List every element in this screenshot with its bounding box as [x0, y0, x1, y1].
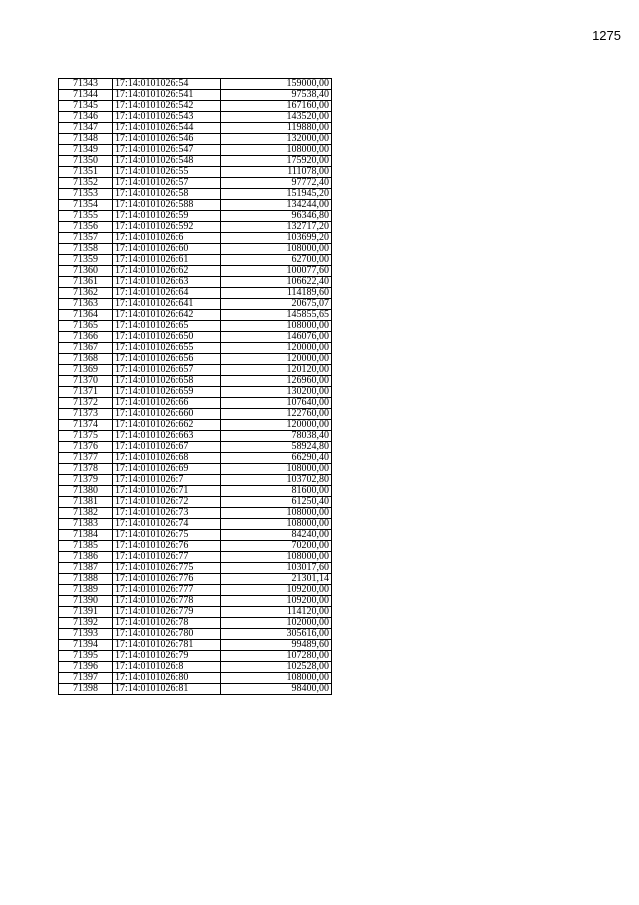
- table-row: [59, 552, 332, 563]
- cadastral-number-cell: 17:14:0101026:546: [113, 134, 221, 145]
- cadastral-number-cell: 17:14:0101026:61: [113, 255, 221, 266]
- cadastral-value-cell: 103017,60: [221, 563, 332, 574]
- cadastral-number-cell: 17:14:0101026:59: [113, 211, 221, 222]
- row-number-cell: 71364: [59, 310, 113, 321]
- table-row: [59, 376, 332, 387]
- cadastral-number-cell: 17:14:0101026:62: [113, 266, 221, 277]
- cadastral-number-cell: 17:14:0101026:650: [113, 332, 221, 343]
- cadastral-value-cell: 107280,00: [221, 651, 332, 662]
- table-row: [59, 409, 332, 420]
- cadastral-number-cell: 17:14:0101026:65: [113, 321, 221, 332]
- row-number-cell: 71361: [59, 277, 113, 288]
- cadastral-number-cell: 17:14:0101026:777: [113, 585, 221, 596]
- cadastral-number-cell: 17:14:0101026:547: [113, 145, 221, 156]
- row-number-cell: 71378: [59, 464, 113, 475]
- cadastral-number-cell: 17:14:0101026:542: [113, 101, 221, 112]
- cadastral-number-cell: 17:14:0101026:64: [113, 288, 221, 299]
- row-number-cell: 71386: [59, 552, 113, 563]
- cadastral-value-cell: 102000,00: [221, 618, 332, 629]
- row-number-cell: 71370: [59, 376, 113, 387]
- cadastral-value-cell: 132717,20: [221, 222, 332, 233]
- cadastral-value-cell: 114189,60: [221, 288, 332, 299]
- table-row: [59, 662, 332, 673]
- cadastral-value-cell: 167160,00: [221, 101, 332, 112]
- cadastral-value-cell: 66290,40: [221, 453, 332, 464]
- row-number-cell: 71375: [59, 431, 113, 442]
- cadastral-value-cell: 108000,00: [221, 552, 332, 563]
- row-number-cell: 71357: [59, 233, 113, 244]
- cadastral-number-cell: 17:14:0101026:54: [113, 79, 221, 90]
- table-row: [59, 354, 332, 365]
- cadastral-number-cell: 17:14:0101026:781: [113, 640, 221, 651]
- cadastral-number-cell: 17:14:0101026:79: [113, 651, 221, 662]
- cadastral-value-cell: 84240,00: [221, 530, 332, 541]
- table-row: [59, 398, 332, 409]
- cadastral-value-cell: 98400,00: [221, 684, 332, 695]
- row-number-cell: 71346: [59, 112, 113, 123]
- cadastral-number-cell: 17:14:0101026:73: [113, 508, 221, 519]
- row-number-cell: 71398: [59, 684, 113, 695]
- cadastral-number-cell: 17:14:0101026:775: [113, 563, 221, 574]
- table-row: [59, 189, 332, 200]
- cadastral-value-cell: 119880,00: [221, 123, 332, 134]
- table-row: [59, 673, 332, 684]
- table-row: [59, 365, 332, 376]
- cadastral-number-cell: 17:14:0101026:662: [113, 420, 221, 431]
- cadastral-number-cell: 17:14:0101026:78: [113, 618, 221, 629]
- row-number-cell: 71369: [59, 365, 113, 376]
- table-row: [59, 178, 332, 189]
- table-row: [59, 574, 332, 585]
- row-number-cell: 71381: [59, 497, 113, 508]
- row-number-cell: 71390: [59, 596, 113, 607]
- table-row: [59, 453, 332, 464]
- cadastral-value-cell: 108000,00: [221, 508, 332, 519]
- row-number-cell: 71389: [59, 585, 113, 596]
- row-number-cell: 71368: [59, 354, 113, 365]
- table-row: [59, 585, 332, 596]
- table-row: [59, 255, 332, 266]
- cadastral-number-cell: 17:14:0101026:588: [113, 200, 221, 211]
- table-row: [59, 387, 332, 398]
- table-row: [59, 145, 332, 156]
- cadastral-number-cell: 17:14:0101026:76: [113, 541, 221, 552]
- cadastral-number-cell: 17:14:0101026:69: [113, 464, 221, 475]
- cadastral-number-cell: 17:14:0101026:74: [113, 519, 221, 530]
- cadastral-value-cell: 70200,00: [221, 541, 332, 552]
- cadastral-number-cell: 17:14:0101026:67: [113, 442, 221, 453]
- cadastral-value-cell: 107640,00: [221, 398, 332, 409]
- cadastral-number-cell: 17:14:0101026:655: [113, 343, 221, 354]
- cadastral-value-cell: 111078,00: [221, 167, 332, 178]
- table-row: [59, 156, 332, 167]
- cadastral-number-cell: 17:14:0101026:71: [113, 486, 221, 497]
- cadastral-number-cell: 17:14:0101026:55: [113, 167, 221, 178]
- cadastral-value-cell: 96346,80: [221, 211, 332, 222]
- row-number-cell: 71377: [59, 453, 113, 464]
- table-row: [59, 134, 332, 145]
- table-row: [59, 123, 332, 134]
- row-number-cell: 71347: [59, 123, 113, 134]
- row-number-cell: 71393: [59, 629, 113, 640]
- table-row: [59, 607, 332, 618]
- row-number-cell: 71376: [59, 442, 113, 453]
- table-row: [59, 442, 332, 453]
- row-number-cell: 71388: [59, 574, 113, 585]
- cadastral-value-cell: 81600,00: [221, 486, 332, 497]
- table-row: [59, 321, 332, 332]
- row-number-cell: 71371: [59, 387, 113, 398]
- cadastral-number-cell: 17:14:0101026:658: [113, 376, 221, 387]
- cadastral-value-cell: 130200,00: [221, 387, 332, 398]
- cadastral-value-cell: 126960,00: [221, 376, 332, 387]
- cadastral-value-cell: 114120,00: [221, 607, 332, 618]
- table-row: [59, 486, 332, 497]
- row-number-cell: 71365: [59, 321, 113, 332]
- cadastral-number-cell: 17:14:0101026:7: [113, 475, 221, 486]
- table-row: [59, 684, 332, 695]
- cadastral-number-cell: 17:14:0101026:663: [113, 431, 221, 442]
- table-row: [59, 79, 332, 90]
- table-row: [59, 332, 332, 343]
- cadastral-number-cell: 17:14:0101026:592: [113, 222, 221, 233]
- cadastral-value-cell: 132000,00: [221, 134, 332, 145]
- row-number-cell: 71360: [59, 266, 113, 277]
- table-row: [59, 90, 332, 101]
- table-row: [59, 343, 332, 354]
- table-row: [59, 167, 332, 178]
- row-number-cell: 71372: [59, 398, 113, 409]
- row-number-cell: 71382: [59, 508, 113, 519]
- cadastral-number-cell: 17:14:0101026:548: [113, 156, 221, 167]
- row-number-cell: 71395: [59, 651, 113, 662]
- row-number-cell: 71363: [59, 299, 113, 310]
- cadastral-number-cell: 17:14:0101026:641: [113, 299, 221, 310]
- row-number-cell: 71366: [59, 332, 113, 343]
- table-row: [59, 618, 332, 629]
- row-number-cell: 71343: [59, 79, 113, 90]
- cadastral-number-cell: 17:14:0101026:659: [113, 387, 221, 398]
- table-row: [59, 266, 332, 277]
- cadastral-number-cell: 17:14:0101026:642: [113, 310, 221, 321]
- cadastral-number-cell: 17:14:0101026:81: [113, 684, 221, 695]
- row-number-cell: 71391: [59, 607, 113, 618]
- row-number-cell: 71384: [59, 530, 113, 541]
- row-number-cell: 71355: [59, 211, 113, 222]
- cadastral-value-cell: 103702,80: [221, 475, 332, 486]
- cadastral-value-cell: 122760,00: [221, 409, 332, 420]
- cadastral-number-cell: 17:14:0101026:780: [113, 629, 221, 640]
- cadastral-value-cell: 97772,40: [221, 178, 332, 189]
- cadastral-value-cell: 103699,20: [221, 233, 332, 244]
- cadastral-value-cell: 102528,00: [221, 662, 332, 673]
- row-number-cell: 71351: [59, 167, 113, 178]
- table-row: [59, 651, 332, 662]
- cadastral-value-cell: 108000,00: [221, 464, 332, 475]
- cadastral-value-cell: 106622,40: [221, 277, 332, 288]
- row-number-cell: 71379: [59, 475, 113, 486]
- cadastral-value-cell: 120000,00: [221, 420, 332, 431]
- cadastral-number-cell: 17:14:0101026:660: [113, 409, 221, 420]
- cadastral-number-cell: 17:14:0101026:75: [113, 530, 221, 541]
- table-row: [59, 299, 332, 310]
- cadastral-number-cell: 17:14:0101026:543: [113, 112, 221, 123]
- row-number-cell: 71385: [59, 541, 113, 552]
- row-number-cell: 71373: [59, 409, 113, 420]
- cadastral-number-cell: 17:14:0101026:8: [113, 662, 221, 673]
- cadastral-value-cell: 108000,00: [221, 519, 332, 530]
- cadastral-value-cell: 100077,60: [221, 266, 332, 277]
- cadastral-number-cell: 17:14:0101026:657: [113, 365, 221, 376]
- table-row: [59, 508, 332, 519]
- cadastral-value-cell: 108000,00: [221, 321, 332, 332]
- table-row: [59, 101, 332, 112]
- cadastral-value-cell: 97538,40: [221, 90, 332, 101]
- row-number-cell: 71352: [59, 178, 113, 189]
- row-number-cell: 71345: [59, 101, 113, 112]
- table-row: [59, 431, 332, 442]
- cadastral-number-cell: 17:14:0101026:63: [113, 277, 221, 288]
- table-row: [59, 640, 332, 651]
- row-number-cell: 71362: [59, 288, 113, 299]
- cadastral-number-cell: 17:14:0101026:778: [113, 596, 221, 607]
- cadastral-value-cell: 145855,65: [221, 310, 332, 321]
- cadastral-number-cell: 17:14:0101026:776: [113, 574, 221, 585]
- cadastral-number-cell: 17:14:0101026:541: [113, 90, 221, 101]
- cadastral-value-cell: 108000,00: [221, 673, 332, 684]
- cadastral-value-cell: 151945,20: [221, 189, 332, 200]
- table-row: [59, 244, 332, 255]
- table-row: [59, 464, 332, 475]
- table-row: [59, 112, 332, 123]
- row-number-cell: 71374: [59, 420, 113, 431]
- row-number-cell: 71350: [59, 156, 113, 167]
- cadastral-value-cell: 159000,00: [221, 79, 332, 90]
- table-row: [59, 629, 332, 640]
- row-number-cell: 71380: [59, 486, 113, 497]
- cadastral-value-cell: 58924,80: [221, 442, 332, 453]
- row-number-cell: 71358: [59, 244, 113, 255]
- row-number-cell: 71349: [59, 145, 113, 156]
- row-number-cell: 71367: [59, 343, 113, 354]
- cadastral-value-cell: 21301,14: [221, 574, 332, 585]
- table-row: [59, 222, 332, 233]
- row-number-cell: 71348: [59, 134, 113, 145]
- table-row: [59, 420, 332, 431]
- table-row: [59, 541, 332, 552]
- cadastral-value-cell: 109200,00: [221, 596, 332, 607]
- cadastral-value-cell: 120000,00: [221, 343, 332, 354]
- cadastral-value-cell: 62700,00: [221, 255, 332, 266]
- cadastral-number-cell: 17:14:0101026:77: [113, 552, 221, 563]
- table-row: [59, 563, 332, 574]
- cadastral-value-table: [58, 78, 332, 695]
- page-number: 1275: [592, 28, 621, 43]
- cadastral-value-cell: 78038,40: [221, 431, 332, 442]
- cadastral-number-cell: 17:14:0101026:68: [113, 453, 221, 464]
- table-row: [59, 200, 332, 211]
- cadastral-value-cell: 108000,00: [221, 145, 332, 156]
- table-row: [59, 277, 332, 288]
- row-number-cell: 71383: [59, 519, 113, 530]
- table-row: [59, 233, 332, 244]
- table-row: [59, 530, 332, 541]
- row-number-cell: 71396: [59, 662, 113, 673]
- row-number-cell: 71359: [59, 255, 113, 266]
- row-number-cell: 71354: [59, 200, 113, 211]
- table-row: [59, 519, 332, 530]
- cadastral-value-cell: 305616,00: [221, 629, 332, 640]
- cadastral-number-cell: 17:14:0101026:80: [113, 673, 221, 684]
- cadastral-value-cell: 99489,60: [221, 640, 332, 651]
- row-number-cell: 71394: [59, 640, 113, 651]
- table-row: [59, 310, 332, 321]
- cadastral-value-cell: 120120,00: [221, 365, 332, 376]
- table-row: [59, 211, 332, 222]
- cadastral-number-cell: 17:14:0101026:6: [113, 233, 221, 244]
- cadastral-value-cell: 120000,00: [221, 354, 332, 365]
- row-number-cell: 71353: [59, 189, 113, 200]
- cadastral-number-cell: 17:14:0101026:60: [113, 244, 221, 255]
- row-number-cell: 71387: [59, 563, 113, 574]
- table-row: [59, 288, 332, 299]
- cadastral-value-cell: 175920,00: [221, 156, 332, 167]
- cadastral-value-cell: 61250,40: [221, 497, 332, 508]
- cadastral-number-cell: 17:14:0101026:72: [113, 497, 221, 508]
- cadastral-value-cell: 146076,00: [221, 332, 332, 343]
- row-number-cell: 71356: [59, 222, 113, 233]
- cadastral-value-cell: 108000,00: [221, 244, 332, 255]
- cadastral-number-cell: 17:14:0101026:58: [113, 189, 221, 200]
- table-row: [59, 475, 332, 486]
- cadastral-number-cell: 17:14:0101026:66: [113, 398, 221, 409]
- cadastral-value-cell: 143520,00: [221, 112, 332, 123]
- cadastral-number-cell: 17:14:0101026:779: [113, 607, 221, 618]
- cadastral-number-cell: 17:14:0101026:656: [113, 354, 221, 365]
- cadastral-value-cell: 109200,00: [221, 585, 332, 596]
- row-number-cell: 71392: [59, 618, 113, 629]
- row-number-cell: 71344: [59, 90, 113, 101]
- table-row: [59, 497, 332, 508]
- table-body: [59, 79, 332, 695]
- cadastral-number-cell: 17:14:0101026:544: [113, 123, 221, 134]
- cadastral-value-cell: 20675,07: [221, 299, 332, 310]
- cadastral-number-cell: 17:14:0101026:57: [113, 178, 221, 189]
- table-row: [59, 596, 332, 607]
- cadastral-value-cell: 134244,00: [221, 200, 332, 211]
- row-number-cell: 71397: [59, 673, 113, 684]
